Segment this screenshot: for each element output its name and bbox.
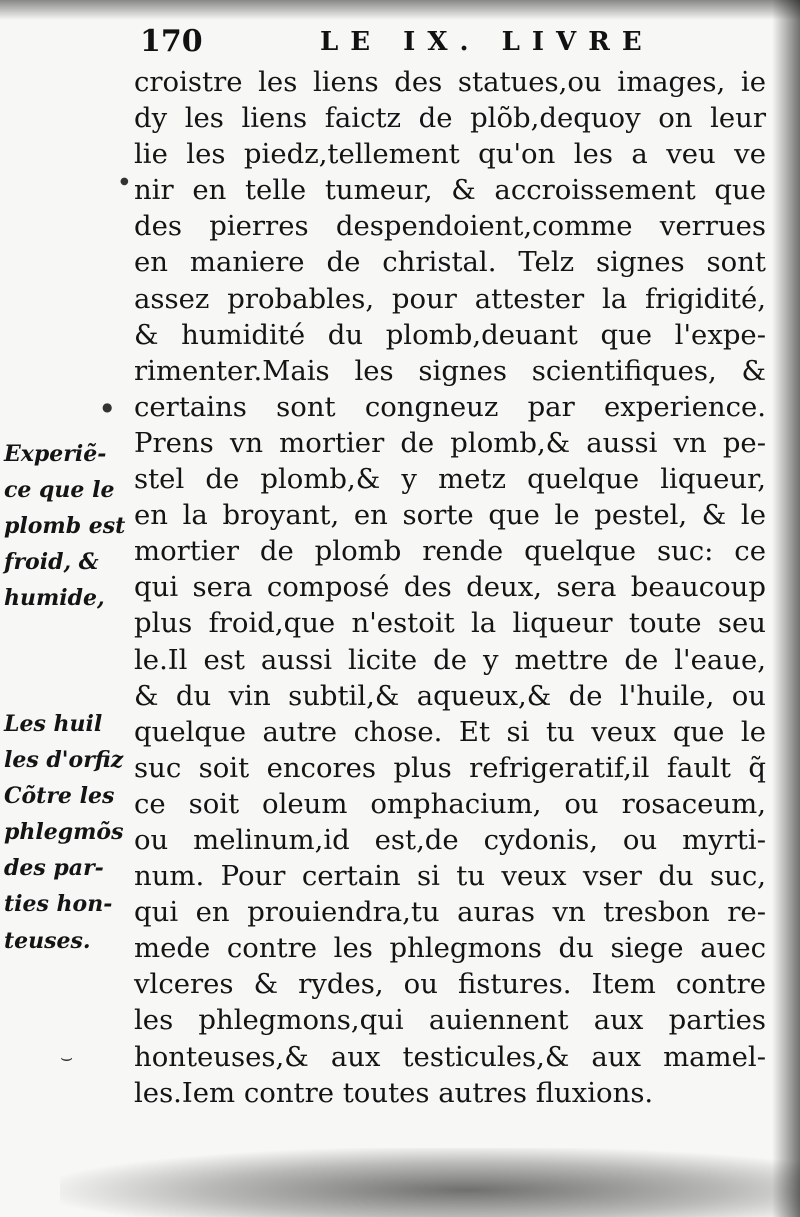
ink-dot: ●	[102, 400, 113, 414]
margin-note-line: ce que le	[4, 477, 115, 504]
text-line: quelque autre chose. Et si tu veux que le	[134, 715, 766, 748]
text-line: suc soit encores plus refrigeratif,il fault q̃	[134, 751, 766, 784]
text-line: mortier de plomb rende quelque suc: ce	[134, 535, 766, 568]
text-line: certains sont congneuz par experience.	[134, 390, 766, 423]
margin-note-line: Experiẽ-	[4, 441, 107, 467]
ink-dot: ●	[120, 176, 129, 187]
margin-note-line: froid, &	[4, 549, 99, 576]
text-line: rimenter.Mais les signes scientifiques, &	[134, 354, 766, 387]
text-line: plus froid,que n'estoit la liqueur toute seu	[134, 607, 766, 640]
text-line: mede contre les phlegmons du siege auec	[134, 932, 766, 965]
margin-note-line: Cõtre les	[4, 783, 115, 810]
margin-note-oils	[4, 706, 132, 959]
bleed-through-smudge	[60, 1148, 800, 1217]
margin-note-line: ties hon-	[4, 891, 113, 918]
margin-note-line: phlegmõs	[4, 819, 124, 846]
running-head: LE IX. LIVRE	[320, 27, 654, 57]
text-line: lie les piedz,tellement qu'on les a veu ve	[134, 138, 766, 171]
text-line: qui en prouiendra,tu auras vn tresbon re-	[134, 896, 766, 929]
text-line: & humidité du plomb,deuant que l'expe-	[134, 318, 766, 351]
margin-note-line: teuses.	[4, 927, 91, 954]
margin-note-lead-experiment	[4, 436, 132, 616]
text-line: & du vin subtil,& aqueux,& de l'huile, ou	[134, 679, 766, 712]
text-line: ce soit oleum omphacium, ou rosaceum,	[134, 787, 766, 820]
text-line: qui sera composé des deux, sera beaucoup	[134, 571, 766, 604]
text-line: Prens vn mortier de plomb,& aussi vn pe-	[134, 426, 766, 459]
margin-note-line: les d'orfiz	[4, 747, 124, 774]
text-line: honteuses,& aux testicules,& aux mamel-	[134, 1040, 766, 1073]
text-line: nir en telle tumeur, & accroissement que	[134, 174, 766, 207]
text-line: en la broyant, en sorte que le pestel, & le	[134, 499, 766, 532]
page-number: 170	[140, 24, 203, 59]
margin-note-line: humide,	[4, 585, 105, 612]
ink-mark: ⌣	[60, 1045, 74, 1069]
text-line: num. Pour certain si tu veux vser du suc,	[134, 860, 766, 893]
text-line: des pierres despendoient,comme verrues	[134, 210, 766, 243]
margin-note-line: des par-	[4, 855, 104, 882]
text-line: stel de plomb,& y metz quelque liqueur,	[134, 463, 766, 496]
text-line: assez probables, pour attester la frigidité,	[134, 282, 766, 315]
margin-note-line: Les huil	[4, 711, 103, 737]
text-line: le.Il est aussi licite de y mettre de l'eaue,	[134, 643, 766, 676]
text-line: ou melinum,id est,de cydonis, ou myrti-	[134, 823, 766, 856]
text-line: en maniere de christal. Telz signes sont	[134, 246, 766, 279]
margin-note-line: plomb est	[4, 513, 126, 540]
page-header	[140, 22, 660, 62]
text-line: dy les liens faictz de plõb,dequoy on leur	[134, 102, 766, 135]
text-line: les.Iem contre toutes autres fluxions.	[134, 1076, 654, 1109]
text-line: croistre les liens des statues,ou images, ie	[134, 66, 766, 98]
text-line: les phlegmons,qui auiennent aux parties	[134, 1004, 766, 1037]
main-text-block	[134, 64, 766, 1111]
text-line: vlceres & rydes, ou fistures. Item contre	[134, 968, 766, 1001]
